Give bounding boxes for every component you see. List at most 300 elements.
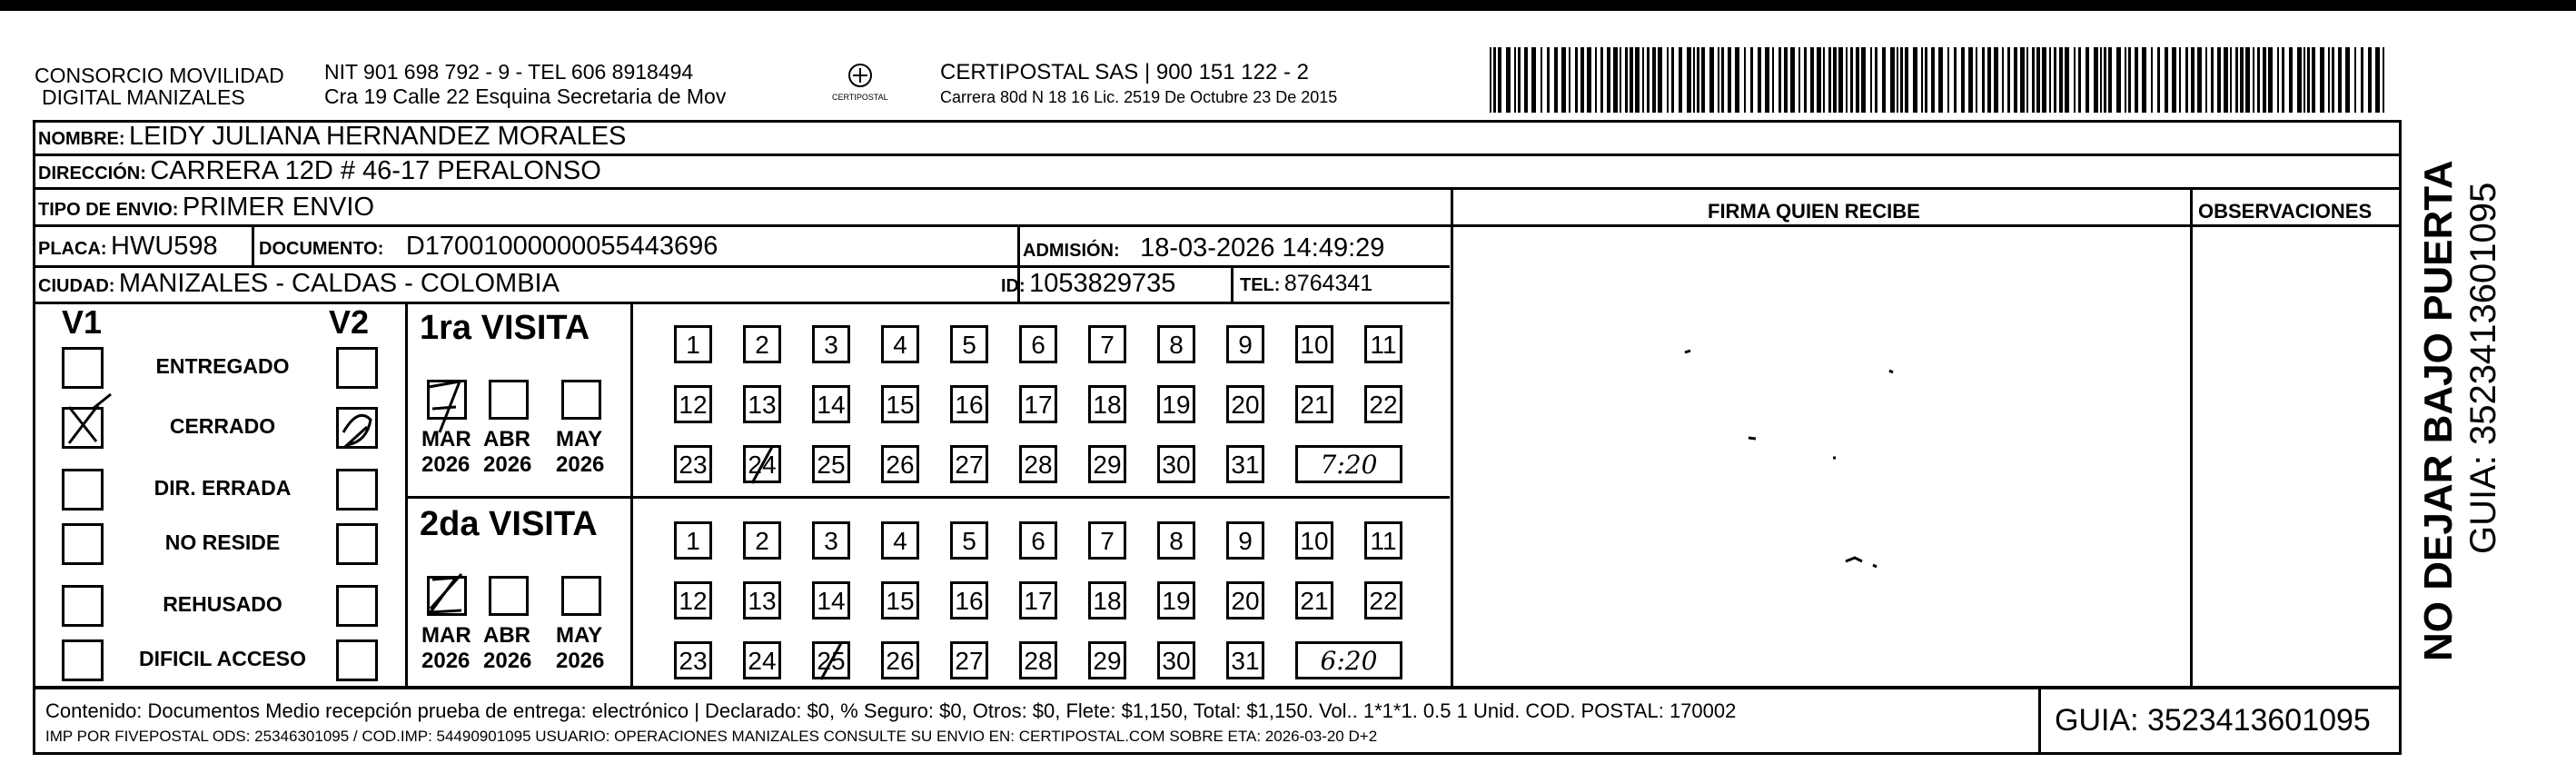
rule (33, 687, 2402, 689)
visit-title: 2da VISITA (420, 505, 598, 543)
barcode-bar (1838, 47, 1843, 113)
barcode-bar (1493, 47, 1496, 113)
barcode-bar (1580, 47, 1584, 113)
day-box[interactable]: 6 (1019, 521, 1057, 560)
barcode-bar (1817, 47, 1821, 113)
day-box[interactable]: 4 (881, 521, 919, 560)
barcode-bar (2026, 47, 2028, 113)
rule (2190, 187, 2193, 689)
day-box[interactable]: 14 (812, 581, 850, 619)
certipostal-logo (828, 60, 892, 105)
day-box[interactable]: 4 (881, 325, 919, 363)
barcode-bar (2361, 47, 2363, 113)
barcode-bar (2345, 47, 2350, 113)
rule (2038, 687, 2041, 754)
day-box[interactable]: 7 (1088, 325, 1126, 363)
barcode-bar (2094, 47, 2098, 113)
day-box[interactable]: 18 (1088, 581, 1126, 619)
direccion-label: DIRECCIÓN: (38, 164, 146, 183)
status-label: REHUSADO (163, 592, 282, 616)
year-label: 2026 (421, 649, 471, 673)
barcode-bar (1575, 47, 1578, 113)
barcode-bar (2191, 47, 2195, 113)
barcode-bar (1938, 47, 1943, 113)
barcode-bar (1870, 47, 1872, 113)
barcode-bar (2042, 47, 2046, 113)
barcode-bar (2065, 47, 2069, 113)
nombre-label: NOMBRE: (38, 129, 125, 149)
barcode-bar (1765, 47, 1769, 113)
admision-label: ADMISIÓN: (1023, 241, 1120, 261)
month-label: MAR (421, 427, 471, 451)
barcode-bar (1671, 47, 1674, 113)
day-box[interactable]: 15 (881, 385, 919, 423)
barcode-bar (2078, 47, 2081, 113)
documento-label: DOCUMENTO: (259, 239, 384, 259)
day-box[interactable]: 1 (674, 521, 712, 560)
barcode-bar (2224, 47, 2228, 113)
barcode-bar (2230, 47, 2232, 113)
barcode-bar (1810, 47, 1814, 113)
barcode-bar (1541, 47, 1542, 113)
address-line: Cra 19 Calle 22 Esquina Secretaria de Mov (324, 84, 727, 108)
day-box[interactable]: 30 (1157, 641, 1195, 679)
handwritten-check-mark (56, 391, 120, 454)
barcode-bar (2277, 47, 2279, 113)
barcode-bar (2002, 47, 2004, 113)
barcode-bar (1697, 47, 1699, 113)
barcode-bar (1778, 47, 1781, 113)
day-box[interactable]: 2 (743, 325, 781, 363)
barcode-bar (2108, 47, 2112, 113)
barcode-bar (1982, 47, 1985, 113)
rule (405, 302, 408, 689)
day-box[interactable]: 29 (1088, 641, 1126, 679)
ciudad-value: MANIZALES - CALDAS - COLOMBIA (118, 269, 560, 298)
status-checkbox-v2[interactable] (336, 469, 378, 510)
barcode-bar (1828, 47, 1831, 113)
rule (33, 302, 1450, 304)
barcode-bar (2263, 47, 2266, 113)
handwritten-day-mark (814, 639, 850, 681)
barcode-bar (2172, 47, 2176, 113)
barcode-bar (1514, 47, 1516, 113)
barcode-bar (1913, 47, 1917, 113)
barcode-bar (1595, 47, 1597, 113)
barcode-bar (2086, 47, 2089, 113)
barcode-bar (1554, 47, 1558, 113)
barcode-bar (1613, 47, 1618, 113)
v1-label: V1 (62, 303, 103, 341)
barcode-bar (1790, 47, 1795, 113)
day-box[interactable]: 10 (1295, 521, 1333, 560)
barcode-bar (2100, 47, 2102, 113)
barcode-bar (2211, 47, 2214, 113)
barcode-bar (1925, 47, 1927, 113)
barcode-bar (1679, 47, 1682, 113)
barcode-bar (1718, 47, 1719, 113)
day-box[interactable]: 28 (1019, 641, 1057, 679)
barcode-bar (2307, 47, 2310, 113)
barcode-bar (1921, 47, 1923, 113)
day-box[interactable]: 22 (1364, 385, 1402, 423)
direccion-value: CARRERA 12D # 46-17 PERALONSO (150, 156, 601, 185)
year-label: 2026 (556, 452, 605, 477)
day-box[interactable]: 5 (950, 521, 988, 560)
day-box[interactable]: 18 (1088, 385, 1126, 423)
day-box[interactable]: 11 (1364, 325, 1402, 363)
observaciones-label: OBSERVACIONES (2198, 200, 2373, 223)
barcode-bar (2116, 47, 2121, 113)
barcode-bar (1897, 47, 1898, 113)
day-box[interactable]: 24 (743, 445, 781, 483)
day-box[interactable]: 20 (1226, 581, 1264, 619)
barcode-bar (1968, 47, 1973, 113)
barcode-bar (1721, 47, 1724, 113)
barcode-bar (1744, 47, 1746, 113)
barcode-bar (2074, 47, 2076, 113)
barcode-bar (1625, 47, 1628, 113)
status-label: NO RESIDE (164, 530, 281, 554)
barcode-bar (2014, 47, 2017, 113)
status-checkbox-v1[interactable] (62, 585, 104, 627)
barcode-bar (2217, 47, 2221, 113)
barcode-bar (2142, 47, 2146, 113)
barcode-bar (1635, 47, 1640, 113)
day-box[interactable]: 21 (1295, 385, 1333, 423)
nombre-value: LEIDY JULIANA HERNANDEZ MORALES (129, 122, 627, 151)
month-label: ABR (483, 623, 530, 648)
barcode-bar (2240, 47, 2244, 113)
barcode-bar (2338, 47, 2342, 113)
barcode-bar (2125, 47, 2126, 113)
year-label: 2026 (556, 649, 605, 673)
barcode-bar (2135, 47, 2138, 113)
direccion-row (38, 156, 601, 186)
barcode-bar (2205, 47, 2207, 113)
day-box[interactable]: 23 (674, 641, 712, 679)
barcode-bar (1531, 47, 1536, 113)
status-checkbox-v1[interactable] (62, 639, 104, 681)
barcode-bar (2268, 47, 2273, 113)
barcode-bar (1561, 47, 1566, 113)
barcode-bar (2032, 47, 2035, 113)
day-box[interactable]: 24 (743, 641, 781, 679)
ciudad-cell (38, 269, 560, 299)
placa-value: HWU598 (111, 232, 218, 261)
barcode-bar (1600, 47, 1603, 113)
status-checkbox-v2[interactable] (336, 585, 378, 627)
barcode-bar (2185, 47, 2188, 113)
barcode-bar (2179, 47, 2181, 113)
barcode-bar (1647, 47, 1650, 113)
barcode-bar (1652, 47, 1656, 113)
barcode-bar (2036, 47, 2040, 113)
status-checkbox-v1[interactable] (62, 347, 104, 389)
company-name-line1: CONSORCIO MOVILIDAD (35, 64, 284, 87)
barcode-bar (1823, 47, 1825, 113)
day-box[interactable]: 14 (812, 385, 850, 423)
tel-cell (1240, 271, 1372, 297)
day-box[interactable]: 17 (1019, 581, 1057, 619)
barcode-bar (2289, 47, 2293, 113)
tipo-label: TIPO DE ENVIO: (38, 200, 179, 220)
handwritten-check-mark (331, 400, 394, 463)
barcode-bar (1547, 47, 1550, 113)
documento-value: D17001000000055443696 (405, 232, 718, 261)
day-box[interactable]: 27 (950, 641, 988, 679)
barcode-bar (2257, 47, 2260, 113)
firma-label: FIRMA QUIEN RECIBE (1708, 200, 1920, 223)
barcode-bar (1976, 47, 1977, 113)
day-box[interactable]: 23 (674, 445, 712, 483)
year-label: 2026 (421, 452, 471, 477)
barcode-bar (1630, 47, 1633, 113)
rule (405, 496, 1450, 499)
barcode-bar (2383, 47, 2384, 113)
status-label: DIFICIL ACCESO (138, 647, 306, 670)
status-label: ENTREGADO (155, 354, 290, 378)
barcode-bar (2007, 47, 2010, 113)
barcode-bar (1642, 47, 1644, 113)
barcode-bar (1850, 47, 1853, 113)
admision-value: 18-03-2026 14:49:29 (1140, 233, 1385, 263)
day-box[interactable]: 19 (1157, 385, 1195, 423)
barcode-bar (1954, 47, 1957, 113)
barcode-bar (1931, 47, 1935, 113)
barcode-bar (2304, 47, 2305, 113)
day-box[interactable]: 6 (1019, 325, 1057, 363)
barcode-bar (1524, 47, 1528, 113)
status-checkbox-v1[interactable] (62, 523, 104, 565)
year-label: 2026 (483, 649, 532, 673)
day-box[interactable]: 5 (950, 325, 988, 363)
visit-hour-field[interactable]: 7:20 (1295, 445, 1402, 483)
day-box[interactable]: 21 (1295, 581, 1333, 619)
day-box[interactable]: 10 (1295, 325, 1333, 363)
tel-label: TEL: (1240, 275, 1281, 295)
day-box[interactable]: 17 (1019, 385, 1057, 423)
year-label: 2026 (483, 452, 532, 477)
day-box[interactable]: 11 (1364, 521, 1402, 560)
month-label: ABR (483, 427, 530, 451)
barcode-bar (2235, 47, 2238, 113)
rule (1231, 265, 1234, 302)
barcode (1490, 47, 2394, 113)
month-checkbox[interactable] (489, 380, 529, 420)
status-checkbox-v1[interactable] (62, 469, 104, 510)
month-checkbox[interactable] (561, 576, 601, 616)
day-box[interactable]: 7 (1088, 521, 1126, 560)
barcode-bar (2197, 47, 2202, 113)
barcode-bar (2151, 47, 2153, 113)
barcode-bar (1620, 47, 1621, 113)
day-box[interactable]: 9 (1226, 325, 1264, 363)
barcode-bar (2253, 47, 2254, 113)
day-box[interactable]: 27 (950, 445, 988, 483)
barcode-bar (2049, 47, 2051, 113)
barcode-bar (1490, 47, 1491, 113)
id-label: ID: (1001, 276, 1025, 296)
logo-text: CERTIPOSTAL (832, 93, 888, 102)
barcode-bar (2312, 47, 2315, 113)
month-label: MAR (421, 623, 471, 648)
month-label: MAY (556, 623, 603, 648)
barcode-bar (2297, 47, 2302, 113)
rule (33, 687, 35, 754)
barcode-bar (1784, 47, 1788, 113)
courier-line2: Carrera 80d N 18 16 Lic. 2519 De Octubre 23 De 2015 (940, 88, 1338, 106)
day-box[interactable]: 15 (881, 581, 919, 619)
visit-hour-field[interactable]: 6:20 (1295, 641, 1402, 679)
day-box[interactable]: 31 (1226, 641, 1264, 679)
barcode-bar (1687, 47, 1691, 113)
day-box[interactable]: 16 (950, 581, 988, 619)
barcode-bar (2282, 47, 2284, 113)
barcode-bar (1882, 47, 1886, 113)
barcode-bar (2165, 47, 2168, 113)
day-box[interactable]: 3 (812, 325, 850, 363)
barcode-bar (1607, 47, 1610, 113)
day-box[interactable]: 20 (1226, 385, 1264, 423)
day-box[interactable]: 2 (743, 521, 781, 560)
barcode-bar (2320, 47, 2324, 113)
nit-line: NIT 901 698 792 - 9 - TEL 606 8918494 (324, 60, 694, 84)
barcode-bar (1905, 47, 1908, 113)
barcode-bar (2332, 47, 2334, 113)
handwritten-day-mark (745, 443, 781, 485)
barcode-bar (1518, 47, 1521, 113)
v2-label: V2 (329, 303, 370, 341)
day-box[interactable]: 26 (881, 641, 919, 679)
day-box[interactable]: 31 (1226, 445, 1264, 483)
barcode-bar (2354, 47, 2356, 113)
id-cell (1001, 269, 1175, 299)
day-box[interactable]: 30 (1157, 445, 1195, 483)
no-dejar-bajo-puerta: NO DEJAR BAJO PUERTA (2416, 160, 2461, 661)
barcode-bar (1658, 47, 1662, 113)
rule (33, 265, 1450, 268)
barcode-bar (1569, 47, 1570, 113)
barcode-bar (1693, 47, 1695, 113)
barcode-bar (1861, 47, 1866, 113)
day-box[interactable]: 16 (950, 385, 988, 423)
barcode-bar (1947, 47, 1949, 113)
day-box[interactable]: 12 (674, 581, 712, 619)
barcode-bar (2059, 47, 2063, 113)
rule (33, 752, 2402, 755)
barcode-bar (1804, 47, 1807, 113)
courier-line1: CERTIPOSTAL SAS | 900 151 122 - 2 (940, 60, 1309, 84)
barcode-bar (1750, 47, 1753, 113)
day-box[interactable]: 28 (1019, 445, 1057, 483)
month-label: MAY (556, 427, 603, 451)
barcode-bar (2368, 47, 2372, 113)
day-box[interactable]: 25 (812, 641, 850, 679)
side-guia: GUIA: 3523413601095 (2463, 182, 2503, 554)
barcode-bar (2245, 47, 2250, 113)
nombre-row (38, 122, 626, 152)
day-box[interactable]: 26 (881, 445, 919, 483)
barcode-bar (2128, 47, 2131, 113)
tipo-row (38, 193, 374, 223)
day-box[interactable]: 12 (674, 385, 712, 423)
status-checkbox-v2[interactable] (336, 639, 378, 681)
month-checkbox[interactable] (489, 576, 529, 616)
ciudad-label: CIUDAD: (38, 276, 115, 296)
barcode-bar (1735, 47, 1739, 113)
tipo-value: PRIMER ENVIO (182, 193, 375, 222)
barcode-bar (1994, 47, 1998, 113)
tel-value: 8764341 (1283, 271, 1373, 296)
rule (630, 302, 633, 689)
day-box[interactable]: 8 (1157, 325, 1195, 363)
barcode-bar (2375, 47, 2380, 113)
day-box[interactable]: 13 (743, 581, 781, 619)
day-box[interactable]: 9 (1226, 521, 1264, 560)
barcode-bar (1709, 47, 1714, 113)
status-label: DIR. ERRADA (154, 476, 292, 500)
day-box[interactable]: 1 (674, 325, 712, 363)
barcode-bar (1587, 47, 1591, 113)
placa-label: PLACA: (38, 239, 107, 259)
day-box[interactable]: 19 (1157, 581, 1195, 619)
rule (252, 224, 254, 265)
footer-line2: IMP POR FIVEPOSTAL ODS: 25346301095 / COD.IMP: 54490901095 USUARIO: OPERACIONES MANIZALES CONSULTE SU ENVIO EN: CERTIPOSTAL.COM SOBRE ETA: 2026-03-20 D+2 (45, 728, 1378, 745)
signature-area (1453, 227, 2189, 685)
barcode-bar (1961, 47, 1965, 113)
barcode-bar (1772, 47, 1774, 113)
barcode-bar (1701, 47, 1705, 113)
month-checkbox[interactable] (561, 380, 601, 420)
status-label: CERRADO (169, 414, 276, 438)
day-box[interactable]: 8 (1157, 521, 1195, 560)
barcode-bar (1987, 47, 1991, 113)
barcode-bar (1728, 47, 1731, 113)
status-checkbox-v2[interactable] (336, 523, 378, 565)
footer-guia: GUIA: 3523413601095 (2055, 703, 2371, 738)
scan-edge-top (0, 0, 2576, 11)
company-name-line2: DIGITAL MANIZALES (42, 85, 245, 109)
day-box[interactable]: 13 (743, 385, 781, 423)
day-box[interactable]: 3 (812, 521, 850, 560)
barcode-bar (2104, 47, 2106, 113)
visit-title: 1ra VISITA (420, 309, 590, 347)
barcode-bar (2157, 47, 2160, 113)
placa-cell (38, 232, 218, 262)
barcode-bar (1846, 47, 1848, 113)
barcode-bar (1890, 47, 1895, 113)
admision-cell (1023, 233, 1384, 263)
barcode-bar (1833, 47, 1837, 113)
barcode-bar (1798, 47, 1800, 113)
footer-line1: Contenido: Documentos Medio recepción prueba de entrega: electrónico | Declarado: $0, % Seguro: $0, Otros: $0, Flete: $1,150, Total: $1,150. Vol.. 1*1*1. 0.5 1 Unid. COD. POSTAL: 170002 (45, 699, 1737, 722)
barcode-bar (2054, 47, 2056, 113)
day-box[interactable]: 25 (812, 445, 850, 483)
barcode-bar (1506, 47, 1511, 113)
day-box[interactable]: 22 (1364, 581, 1402, 619)
status-checkbox-v2[interactable] (336, 347, 378, 389)
barcode-bar (2020, 47, 2025, 113)
barcode-bar (1856, 47, 1859, 113)
barcode-bar (1667, 47, 1669, 113)
day-box[interactable]: 29 (1088, 445, 1126, 483)
handwritten-check-mark (420, 369, 474, 441)
barcode-bar (1498, 47, 1501, 113)
barcode-bar (2328, 47, 2330, 113)
barcode-bar (1900, 47, 1903, 113)
id-value: 1053829735 (1029, 269, 1176, 298)
